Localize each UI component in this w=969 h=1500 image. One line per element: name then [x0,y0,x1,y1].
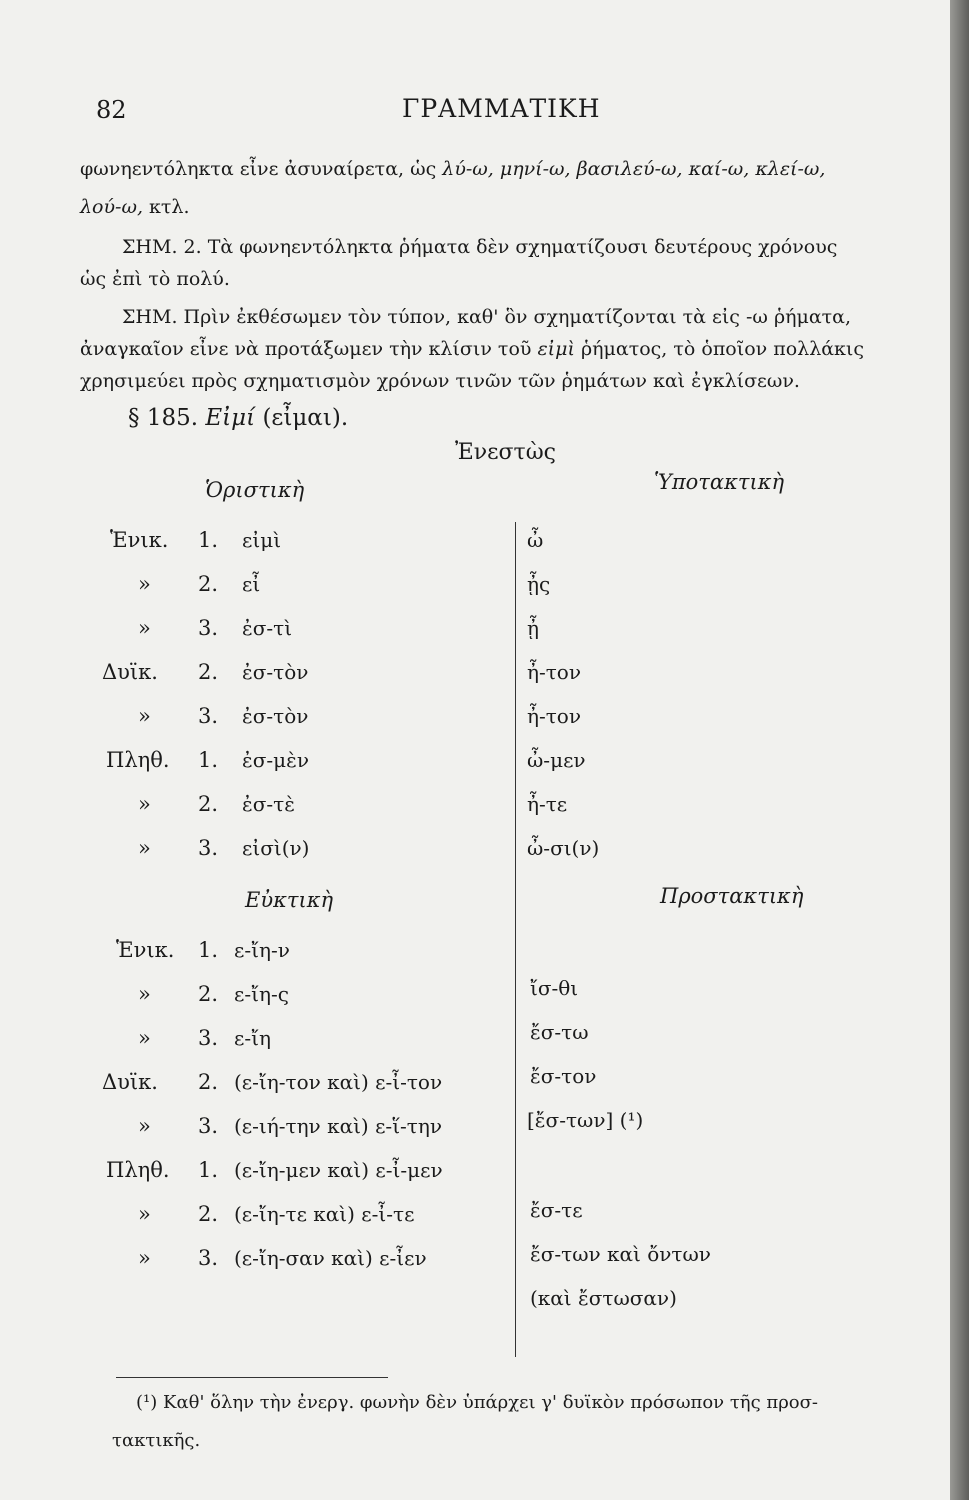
optative-form: (ε-ἴη-τον καὶ) ε-ἶ-τον [234,1070,443,1094]
footnote-rule [116,1377,388,1378]
row-label: » [138,836,151,860]
row-label: » [138,1246,151,1270]
row-person: 3. [198,1246,219,1270]
note-2-line-2: ὡς ἐπὶ τὸ πολύ. [80,268,230,290]
row-person: 3. [198,836,219,860]
note-2-line-1: ΣΗΜ. 2. Τὰ φωνηεντόληκτα ῥήματα δὲν σχηματίζουσι δευτέρους χρόνους [122,236,838,258]
row-label: » [138,704,151,728]
row-person: 2. [198,1070,219,1094]
indicative-heading: Ὁριστικὴ [205,478,305,502]
optative-form: ε-ἴη [234,1026,271,1050]
row-person: 1. [198,938,219,962]
text: ῥήματος, τὸ ὁποῖον πολλάκις [580,338,865,360]
footnote-marker: (¹) [136,1392,158,1413]
row-label: » [138,1202,151,1226]
running-head: ΓΡΑΜΜΑΤΙΚΗ [402,94,601,123]
subjunctive-form: ὦ-σι(ν) [527,836,600,860]
row-person: 1. [198,1158,219,1182]
row-label: » [138,792,151,816]
intro-line-2 [80,196,190,218]
footnote-line-1 [136,1392,818,1413]
row-person: 1. [198,528,219,552]
row-label: Πληθ. [106,1158,170,1182]
note-3-line-2 [80,338,864,360]
footnote-line-2: τακτικῆς. [112,1430,201,1451]
indicative-form: εἰμὶ [242,528,282,552]
emphasis-word: εἰμὶ [537,338,575,360]
imperative-form: [ἔσ-των] (¹) [527,1108,644,1132]
row-label: Πληθ. [106,748,170,772]
text: φωνηεντόληκτα εἶνε ἀσυναίρετα, ὡς [80,158,437,180]
row-person: 3. [198,616,219,640]
optative-form: (ε-ἴη-σαν καὶ) ε-ἶεν [234,1246,427,1270]
note-3-line-1: ΣΗΜ. Πρὶν ἐκθέσωμεν τὸν τύπον, καθ' ὃν σχηματίζονται τὰ εἰς -ω ῥήματα, [122,306,852,328]
indicative-form: εἰσὶ(ν) [242,836,310,860]
imperative-form: ἔσ-τω [530,1020,589,1044]
indicative-form: ἐσ-τὲ [242,792,295,816]
indicative-form: εἶ [242,572,261,596]
indicative-form: ἐσ-μὲν [242,748,310,772]
subjunctive-heading: Ὑποτακτικὴ [654,470,785,494]
row-label: » [138,982,151,1006]
section-sign: § [128,405,140,431]
optative-form: (ε-ἴη-τε καὶ) ε-ἶ-τε [234,1202,415,1226]
row-person: 1. [198,748,219,772]
imperative-form: ἔσ-των καὶ ὄντων [530,1242,711,1266]
imperative-form: ἔσ-τον [530,1064,597,1088]
subjunctive-form: ἦ-τε [527,792,568,816]
imperative-form: ἴσ-θι [530,976,579,1000]
section-number: 185. [146,405,199,431]
row-person: 2. [198,572,219,596]
subjunctive-form: ὦ [527,528,544,552]
row-label: Δυϊκ. [102,1070,158,1094]
examples: λού-ω, [80,196,143,218]
optative-heading: Εὐκτικὴ [245,888,334,912]
column-divider [515,522,516,1357]
intro-line-1 [80,158,825,180]
tense-heading: Ἐνεστὼς [455,440,556,465]
row-person: 2. [198,660,219,684]
row-person: 3. [198,1026,219,1050]
imperative-heading: Προστακτικὴ [660,884,804,908]
section-gloss: (εἶμαι). [262,405,349,431]
subjunctive-form: ἦ-τον [527,704,582,728]
optative-form: (ε-ιή-την καὶ) ε-ἵ-την [234,1114,442,1138]
row-label: » [138,616,151,640]
note-3-line-3: χρησιμεύει πρὸς σχηματισμὸν χρόνων τινῶν τῶν ῥημάτων καὶ ἐγκλίσεων. [80,370,800,392]
row-person: 2. [198,792,219,816]
subjunctive-form: ᾖ [527,616,539,640]
footnote-text: Καθ' ὅλην τὴν ἐνεργ. φωνὴν δὲν ὑπάρχει γ' δυϊκὸν πρόσωπον τῆς προσ- [163,1392,818,1413]
subjunctive-form: ᾖς [527,572,551,596]
page-number: 82 [96,96,127,124]
row-person: 2. [198,982,219,1006]
row-person: 3. [198,1114,219,1138]
row-person: 2. [198,1202,219,1226]
optative-form: (ε-ἴη-μεν καὶ) ε-ἶ-μεν [234,1158,443,1182]
row-label: » [138,1114,151,1138]
page-edge [950,0,969,1500]
row-label: Ἑνικ. [110,528,169,552]
section-verb: Εἰμί [205,405,256,431]
optative-form: ε-ἴη-ς [234,982,289,1006]
indicative-form: ἐσ-τὸν [242,704,309,728]
row-label: » [138,572,151,596]
imperative-form: ἔσ-τε [530,1198,583,1222]
row-label: Ἑνικ. [116,938,175,962]
subjunctive-form: ἦ-τον [527,660,582,684]
row-person: 3. [198,704,219,728]
indicative-form: ἐσ-τὸν [242,660,309,684]
indicative-form: ἐσ-τὶ [242,616,293,640]
text: ἀναγκαῖον εἶνε νὰ προτάξωμεν τὴν κλίσιν τοῦ [80,338,532,360]
subjunctive-form: ὦ-μεν [527,748,586,772]
row-label: » [138,1026,151,1050]
imperative-extra: (καὶ ἔστωσαν) [530,1286,677,1310]
examples: λύ-ω, μηνί-ω, βασιλεύ-ω, καί-ω, κλεί-ω, [442,158,826,180]
section-heading [128,405,348,431]
optative-form: ε-ἴη-ν [234,938,290,962]
text: κτλ. [149,196,190,218]
row-label: Δυϊκ. [102,660,158,684]
